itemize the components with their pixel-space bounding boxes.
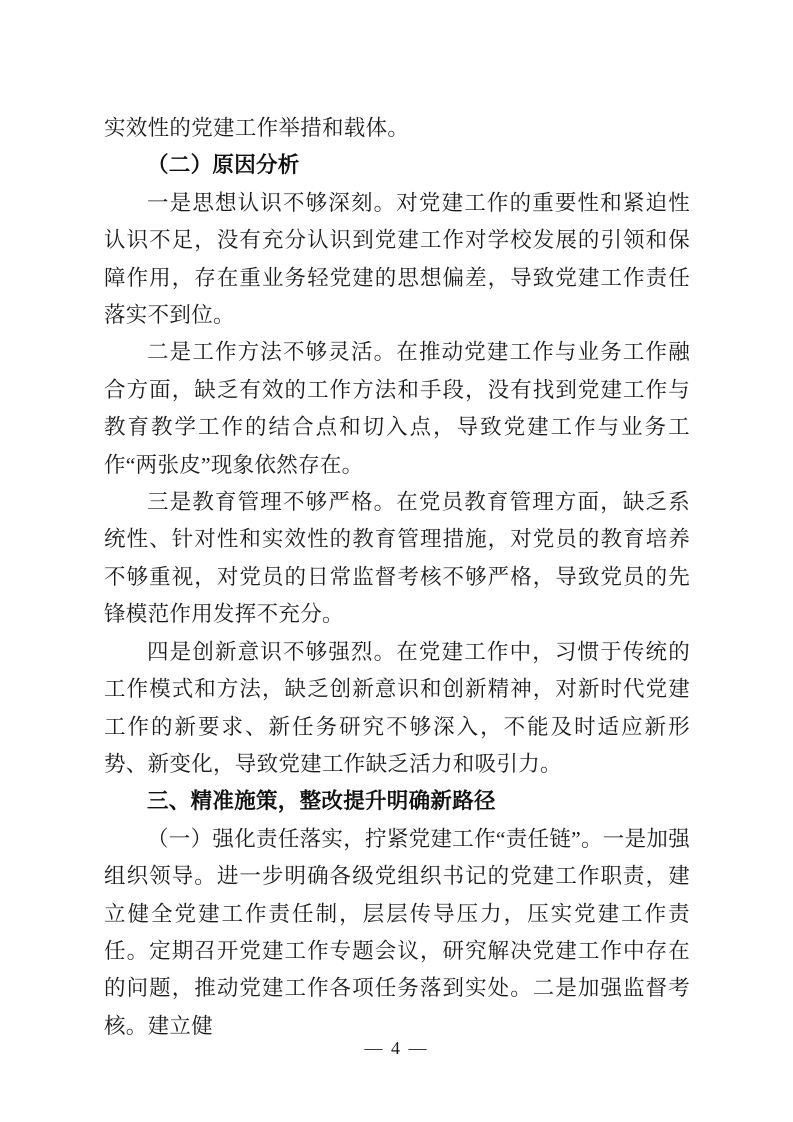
- paragraph-cause-3: 三是教育管理不够严格。在党员教育管理方面，缺乏系统性、针对性和实效性的教育管理措施，对党员的教育培养不够重视，对党员的日常监督考核不够严格，导致党员的先锋模范作用发挥不充分。: [104, 490, 690, 627]
- paragraph-cause-4: 四是创新意识不够强烈。在党建工作中，习惯于传统的工作模式和方法，缺乏创新意识和创新精神，对新时代党建工作的新要求、新任务研究不够深入，不能及时适应新形势、新变化，导致党建工作缺乏活力和吸引力。: [104, 639, 690, 776]
- section-heading-rectification-path: 三、精准施策，整改提升明确新路径: [147, 789, 496, 814]
- paragraph-cause-2: 二是工作方法不够灵活。在推动党建工作与业务工作融合方面，缺乏有效的工作方法和手段，没有找到党建工作与教育教学工作的结合点和切入点，导致党建工作与业务工作“两张皮”现象依然存在。: [104, 340, 690, 477]
- paragraph-measure-1: （一）强化责任落实，拧紧党建工作“责任链”。一是加强组织领导。进一步明确各级党组织书记的党建工作职责，建立健全党建工作责任制，层层传导压力，压实党建工作责任。定期召开党建工作专题会议，研究解决党建工作中存在的问题，推动党建工作各项任务落到实处。二是加强监督考核。建立健: [104, 826, 690, 1038]
- page-number: — 4 —: [364, 1038, 429, 1058]
- document-content: [104, 110, 690, 1045]
- section-heading-cause-analysis: （二）原因分析: [147, 153, 300, 178]
- paragraph-cause-1: 一是思想认识不够深刻。对党建工作的重要性和紧迫性认识不足，没有充分认识到党建工作对学校发展的引领和保障作用，存在重业务轻党建的思想偏差，导致党建工作责任落实不到位。: [104, 190, 690, 328]
- paragraph-continuation: 实效性的党建工作举措和载体。: [104, 116, 410, 140]
